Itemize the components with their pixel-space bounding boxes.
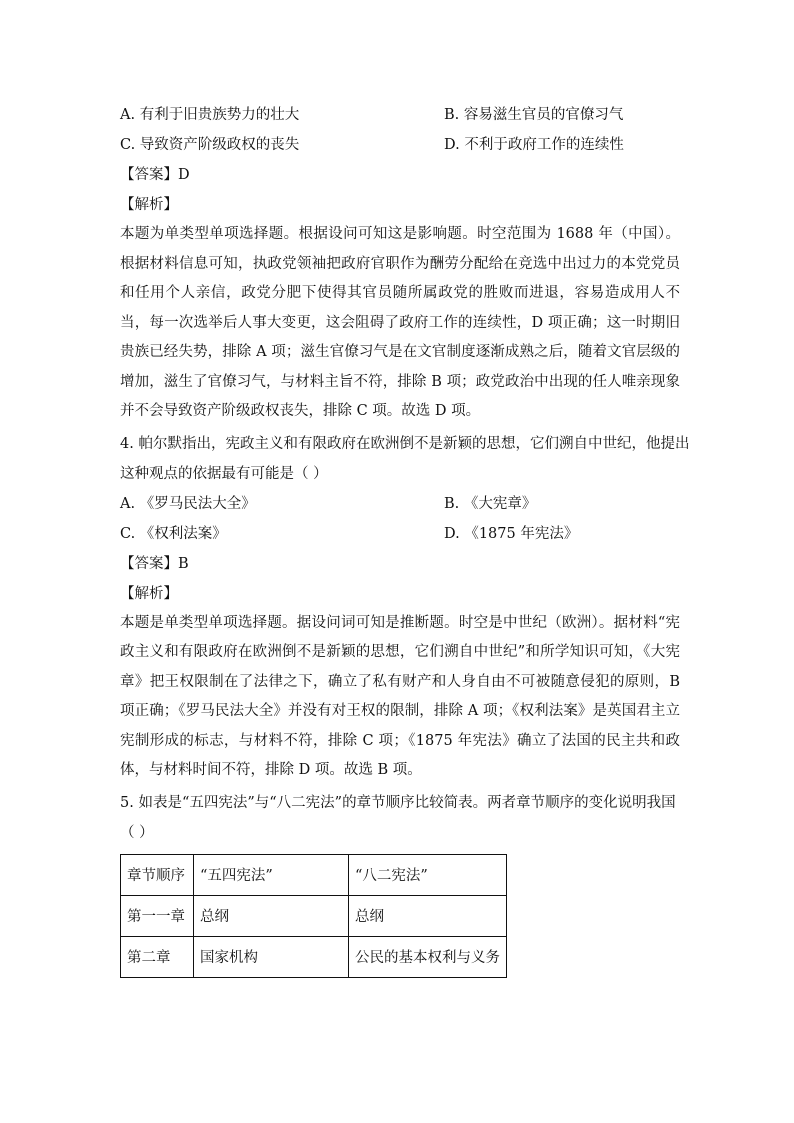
table-row [121, 895, 507, 936]
q4-option-b[interactable]: B. 《大宪章》 [444, 495, 537, 512]
q3-options-row-2 [120, 130, 680, 160]
table-cell: 第二章 [121, 936, 194, 977]
table-cell: 第一一章 [121, 895, 194, 936]
q3-option-c[interactable]: C. 导致资产阶级政权的丧失 [120, 137, 300, 153]
q4-option-d[interactable]: D. 《1875 年宪法》 [444, 525, 579, 542]
q3-options-row-1 [120, 100, 680, 130]
q3-option-d[interactable]: D. 不利于政府工作的连续性 [444, 137, 624, 153]
q4-option-c[interactable]: C. 《权利法案》 [120, 525, 227, 542]
q3-analysis-label: 【解析】 [120, 197, 178, 213]
table-cell: 公民的基本权利与义务 [349, 936, 507, 977]
table-header-row [121, 854, 507, 895]
q4-stem-line-2: 这种观点的依据最有可能是（ ） [120, 465, 328, 482]
q4-analysis-label: 【解析】 [120, 585, 178, 602]
table-header-cell: 章节顺序 [121, 854, 194, 895]
q4-option-a[interactable]: A. 《罗马民法大全》 [120, 495, 256, 512]
q4-stem-line-1: 4. 帕尔默指出，宪政主义和有限政府在欧洲倒不是新颖的思想，它们溯自中世纪，他提出 [120, 435, 690, 452]
q3-analysis-text: 本题为单类型单项选择题。根据设问可知这是影响题。时空范围为 1688 年（中国）。根据材料信息可知，执政党领袖把政府官职作为酬劳分配给在竞选中出过力的本党党员和任用个人亲信，政党分肥下使得其官员随所属政党的胜败而进退，容易造成用人不当，每一次选举后人事大变更，这会阻碍了政府工作的连续性，D 项正确；这一时期旧贵族已经失势，排除 A 项；滋生官僚习气是在文官制度逐渐成熟之后，随着文官层级的增加，滋生了官僚习气，与材料主旨不符，排除 B 项；政党政治中出现的任人唯亲现象并不会导致资产阶级政权丧失，排除 C 项。故选 D 项。 [120, 226, 680, 419]
q3-option-a[interactable]: A. 有利于旧贵族势力的壮大 [120, 107, 300, 123]
table-header-cell: “八二宪法” [349, 854, 507, 895]
q4-options-row-2 [120, 519, 680, 549]
document-page [120, 100, 690, 978]
q4-options-row-1 [120, 489, 680, 519]
q5-stem-line-1: 5. 如表是“五四宪法”与“八二宪法”的章节顺序比较简表。两者章节顺序的变化说明我国 [120, 794, 676, 811]
q5-stem-line-2: （ ） [120, 824, 154, 841]
q4-analysis-text: 本题是单类型单项选择题。据设问词可知是推断题。时空是中世纪（欧洲）。据材料“宪政主义和有限政府在欧洲倒不是新颖的思想，它们溯自中世纪”和所学知识可知，《大宪章》把王权限制在了法律之下，确立了私有财产和人身自由不可被随意侵犯的原则，B 项正确；《罗马民法大全》并没有对王权的限制，排除 A 项；《权利法案》是英国君主立宪制形成的标志，与材料不符，排除 C 项；《1875 年宪法》确立了法国的民主共和政体，与材料时间不符，排除 D 项。故选 B 项。 [120, 614, 680, 778]
table-header-cell: “五四宪法” [194, 854, 349, 895]
q3-option-b[interactable]: B. 容易滋生官员的官僚习气 [444, 107, 624, 123]
constitution-comparison-table [120, 854, 507, 978]
table-cell: 总纲 [194, 895, 349, 936]
table-cell: 总纲 [349, 895, 507, 936]
q3-answer: 【答案】D [120, 167, 190, 183]
q4-answer: 【答案】B [120, 555, 189, 572]
table-cell: 国家机构 [194, 936, 349, 977]
table-row [121, 936, 507, 977]
